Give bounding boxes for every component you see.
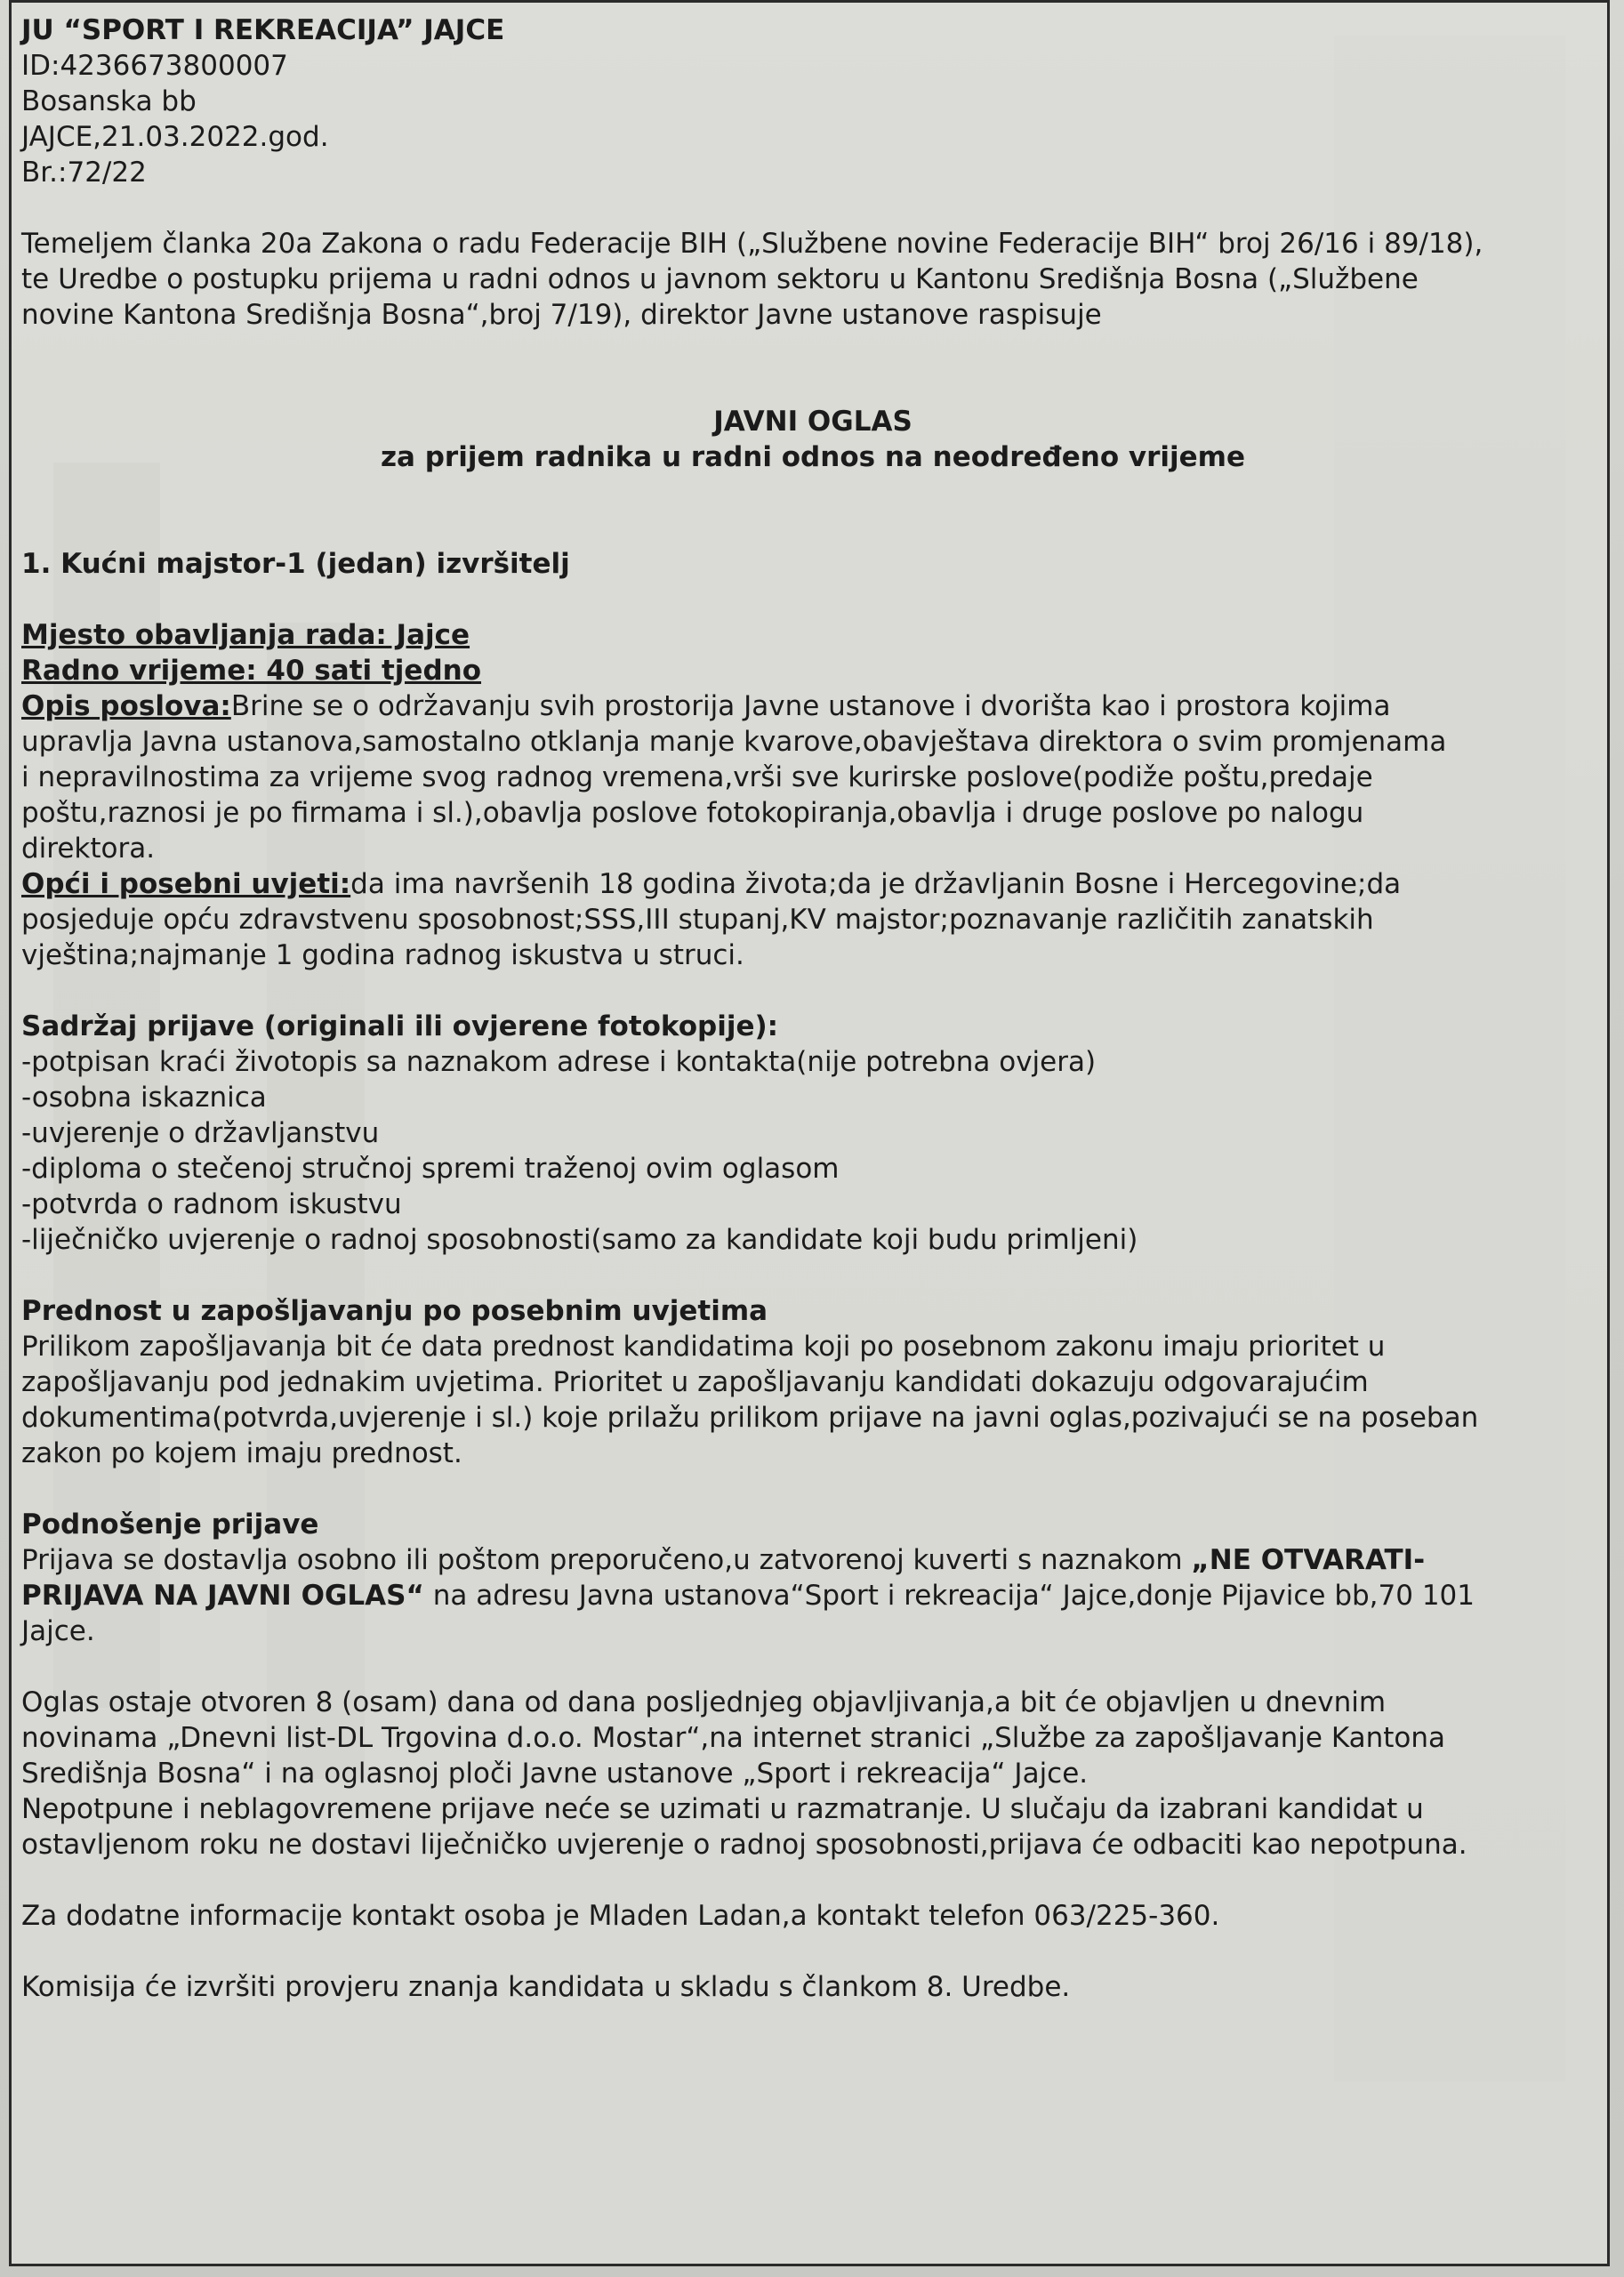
contents-item: -potvrda o radnom iskustvu <box>21 1188 402 1220</box>
submission-marking: PRIJAVA NA JAVNI OGLAS“ <box>21 1580 424 1612</box>
work-hours: Radno vrijeme: 40 sati tjedno <box>21 655 481 687</box>
place-date: JAJCE,21.03.2022.god. <box>21 121 329 153</box>
intro-line: te Uredbe o postupku prijema u radni odnos u javnom sektoru u Kantonu Središnja Bosna („Službene <box>21 263 1419 295</box>
position-heading: 1. Kućni majstor-1 (jedan) izvršitelj <box>21 548 570 580</box>
intro-line: Temeljem članka 20a Zakona o radu Federacije BIH („Službene novine Federacije BIH“ broj 26/16 i 89/18), <box>21 228 1483 260</box>
duties-line: direktora. <box>21 833 156 865</box>
notice-line: Nepotpune i neblagovremene prijave neće se uzimati u razmatranje. U slučaju da izabrani kandidat u <box>21 1793 1424 1825</box>
conditions-line <box>21 866 1604 902</box>
contact-info: Za dodatne informacije kontakt osoba je Mladen Ladan,a kontakt telefon 063/225-360. <box>21 1900 1220 1932</box>
conditions-text: da ima navršenih 18 godina života;da je državljanin Bosne i Hercegovine;da <box>350 868 1402 900</box>
priority-line: dokumentima(potvrda,uvjerenje i sl.) koje prilažu prilikom prijave na javni oglas,pozivajući se na poseban <box>21 1402 1479 1434</box>
notice-line: Oglas ostaje otvoren 8 (osam) dana od dana posljednjeg objavljivanja,a bit će objavljen u dnevnim <box>21 1686 1387 1718</box>
duties-text: Brine se o održavanju svih prostorija Javne ustanove i dvorišta kao i prostora kojima <box>230 690 1391 722</box>
org-id: ID:4236673800007 <box>21 50 288 82</box>
contents-heading: Sadržaj prijave (originali ili ovjerene fotokopije): <box>21 1010 779 1042</box>
reference-number: Br.:72/22 <box>21 157 147 189</box>
submission-line <box>21 1578 1604 1613</box>
commission-note: Komisija će izvršiti provjeru znanja kandidata u skladu s člankom 8. Uredbe. <box>21 1971 1071 2003</box>
submission-text: Prijava se dostavlja osobno ili poštom preporučeno,u zatvorenoj kuverti s naznakom <box>21 1544 1192 1576</box>
priority-heading: Prednost u zapošljavanju po posebnim uvjetima <box>21 1295 768 1327</box>
submission-line <box>21 1542 1604 1578</box>
submission-heading: Podnošenje prijave <box>21 1509 319 1541</box>
contents-item: -liječničko uvjerenje o radnoj sposobnosti(samo za kandidate koji budu primljeni) <box>21 1224 1138 1256</box>
org-address: Bosanska bb <box>21 85 197 117</box>
duties-line <box>21 688 1604 724</box>
priority-line: zakon po kojem imaju prednost. <box>21 1437 462 1469</box>
submission-address: na adresu Javna ustanova“Sport i rekreacija“ Jajce,donje Pijavice bb,70 101 <box>423 1580 1475 1612</box>
notice-line: Središnja Bosna“ i na oglasnoj ploči Javne ustanove „Sport i rekreacija“ Jajce. <box>21 1758 1089 1790</box>
intro-line: novine Kantona Središnja Bosna“,broj 7/19), direktor Javne ustanove raspisuje <box>21 299 1102 331</box>
ad-subtitle: za prijem radnika u radni odnos na neodređeno vrijeme <box>380 441 1246 473</box>
work-place: Mjesto obavljanja rada: Jajce <box>21 619 470 651</box>
duties-label: Opis poslova: <box>21 690 231 722</box>
duties-line: upravlja Javna ustanova,samostalno otklanja manje kvarove,obavještava direktora o svim promjenama <box>21 726 1447 758</box>
notice-line: ostavljenom roku ne dostavi liječničko uvjerenje o radnoj sposobnosti,prijava će odbaciti kao nepotpuna. <box>21 1829 1467 1861</box>
submission-marking: „NE OTVARATI- <box>1191 1544 1426 1576</box>
ad-title: JAVNI OGLAS <box>713 406 912 438</box>
contents-item: -osobna iskaznica <box>21 1082 267 1114</box>
submission-line: Jajce. <box>21 1615 95 1647</box>
org-name: JU “SPORT I REKREACIJA” JAJCE <box>21 14 505 46</box>
contents-item: -uvjerenje o državljanstvu <box>21 1117 380 1149</box>
priority-line: Prilikom zapošljavanja bit će data prednost kandidatima koji po posebnom zakonu imaju prioritet u <box>21 1331 1386 1363</box>
priority-line: zapošljavanju pod jednakim uvjetima. Prioritet u zapošljavanju kandidati dokazuju odgovarajućim <box>21 1366 1369 1398</box>
contents-item: -diploma o stečenoj stručnoj spremi traženoj ovim oglasom <box>21 1153 840 1185</box>
conditions-line: posjeduje opću zdravstvenu sposobnost;SSS,III stupanj,KV majstor;poznavanje različitih zanatskih <box>21 904 1374 936</box>
job-advertisement <box>21 12 1604 2005</box>
duties-line: poštu,raznosi je po firmama i sl.),obavlja poslove fotokopiranja,obavlja i druge poslove po nalogu <box>21 797 1364 829</box>
conditions-line: vještina;najmanje 1 godina radnog iskustva u struci. <box>21 939 744 971</box>
notice-line: novinama „Dnevni list-DL Trgovina d.o.o. Mostar“,na internet stranici „Službe za zapošljavanje Kantona <box>21 1722 1446 1754</box>
duties-line: i nepravilnostima za vrijeme svog radnog vremena,vrši sve kurirske poslove(podiže poštu,predaje <box>21 761 1373 793</box>
conditions-label: Opći i posebni uvjeti: <box>21 868 351 900</box>
contents-item: -potpisan kraći životopis sa naznakom adrese i kontakta(nije potrebna ovjera) <box>21 1046 1097 1078</box>
